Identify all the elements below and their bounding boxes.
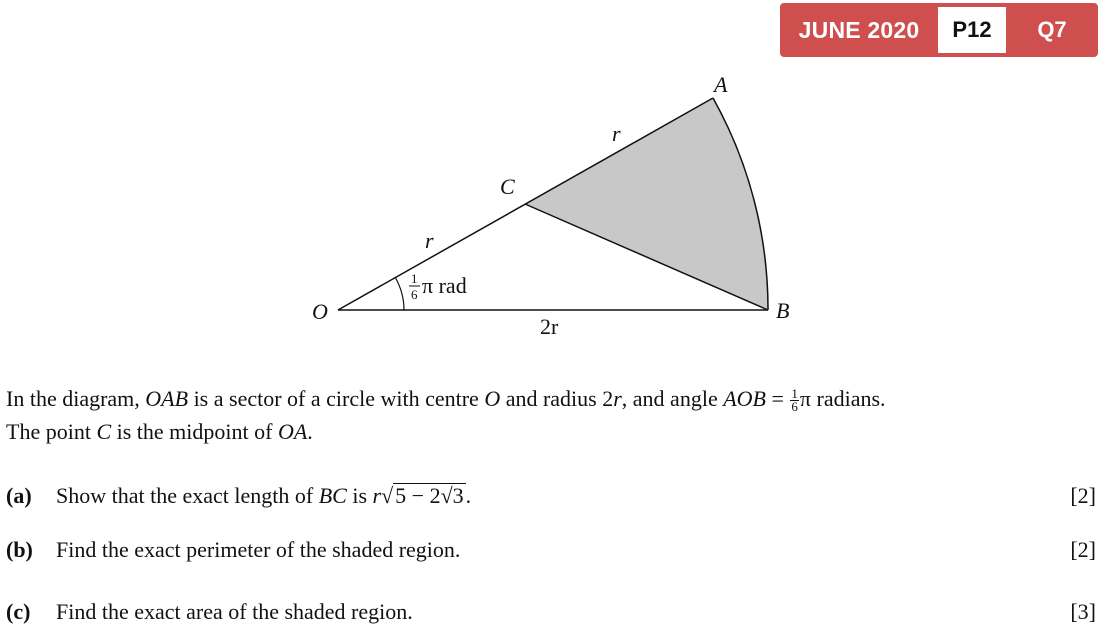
part-c-text: Find the exact area of the shaded region. [56,599,413,624]
intro-fraction: $\frac{1}{6}$ [791,386,798,415]
angle-frac-den: 6 [411,287,418,302]
question-part-a [6,481,1100,511]
angle-label-rest: π rad [422,273,467,298]
question-part-b [6,535,1100,565]
intro-line-1: In the diagram, OAB is a sector of a circle with centre O and radius 2r, and angle AOB = $\frac{1}{6}$ π radians. [6,386,886,415]
question-part-c [6,597,1100,627]
paper-code-label: P12 [938,7,1006,53]
label-C: C [500,174,515,199]
part-b-label: (b) [6,537,33,562]
angle-frac-num: 1 [411,271,418,286]
angle-arc [395,277,404,310]
label-O: O [312,299,328,324]
label-r-lower: r [425,228,434,253]
exam-date-label: JUNE 2020 [798,17,920,43]
intro-line-2: The point C is the midpoint of OA. [6,419,313,444]
label-2r [540,314,559,339]
question-intro [6,382,1096,448]
part-a-label: (a) [6,483,32,508]
question-number-label: Q7 [1037,17,1067,42]
shaded-region [525,98,768,310]
part-b-text: Find the exact perimeter of the shaded region. [56,537,461,562]
label-A: A [714,72,728,97]
label-B: B [776,298,790,323]
part-a-text: Show that the exact length of BC is r√5 − 2√3. [56,483,472,508]
part-c-marks: [3] [1070,599,1096,624]
part-b-marks: [2] [1070,537,1096,562]
part-a-marks: [2] [1070,483,1096,508]
part-c-label: (c) [6,599,31,624]
label-2r-text: 2r [540,314,559,339]
label-r-upper: r [612,121,621,146]
